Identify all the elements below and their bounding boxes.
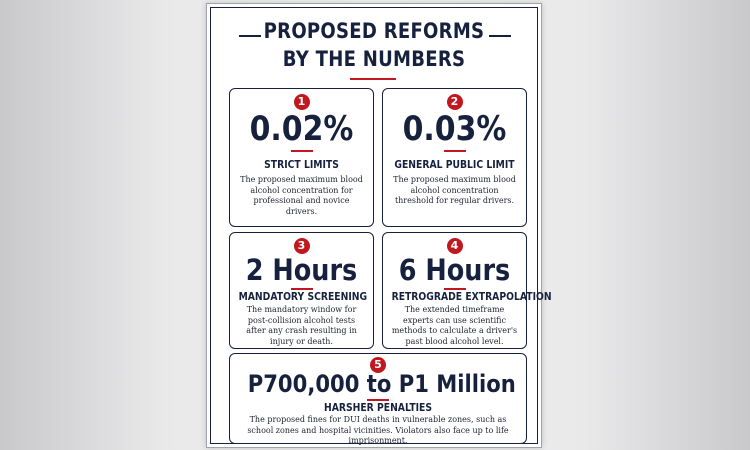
stat-underline	[291, 150, 313, 152]
stat-description: The proposed maximum blood alcohol concentration for professional and novice drivers.	[240, 175, 363, 216]
stat-card-mandatory-screening	[229, 232, 374, 349]
stat-underline	[291, 288, 313, 290]
stat-description: The extended timeframe experts can use scientific methods to calculate a driver's past blood alcohol level.	[391, 305, 518, 346]
card-number-badge: 2	[447, 94, 463, 110]
infographic-poster	[206, 3, 552, 448]
stat-underline	[367, 399, 389, 401]
card-number-badge: 3	[294, 238, 310, 254]
stat-value: 0.03%	[402, 109, 507, 149]
stat-value: 6 Hours	[398, 253, 511, 287]
stat-value: 0.02%	[249, 109, 354, 149]
stat-label: MANDATORY SCREENING	[238, 291, 368, 303]
stat-label: RETROGRADE EXTRAPOLATION	[391, 291, 552, 303]
stat-value: 2 Hours	[245, 253, 358, 287]
title-line-2: BY THE NUMBERS	[282, 47, 466, 71]
title-line-1: PROPOSED REFORMS	[263, 19, 485, 43]
card-number-badge: 1	[294, 94, 310, 110]
poster-frame	[210, 7, 552, 445]
stat-card-harsher-penalties	[229, 353, 527, 444]
stat-underline	[444, 150, 466, 152]
stat-value: P700,000 to P1 Million	[247, 370, 516, 398]
stat-description: The proposed fines for DUI deaths in vulnerable zones, such as school zones and hospital vicinities. Violators also face up to life imprisonment.	[247, 415, 509, 445]
stat-description: The mandatory window for post-collision alcohol tests after any crash resulting in injury or death.	[246, 305, 357, 346]
card-number-badge: 4	[447, 238, 463, 254]
stat-description: The proposed maximum blood alcohol concentration threshold for regular drivers.	[393, 175, 516, 205]
title-underline	[350, 78, 396, 80]
stat-card-general-public-limit	[382, 88, 527, 227]
stat-underline	[444, 288, 466, 290]
stat-card-strict-limits	[229, 88, 374, 227]
stat-label: HARSHER PENALTIES	[323, 402, 433, 414]
card-number-badge: 5	[370, 357, 386, 373]
stat-card-retrograde-extrapolation	[382, 232, 552, 349]
stat-label: STRICT LIMITS	[264, 159, 339, 171]
stat-label: GENERAL PUBLIC LIMIT	[394, 159, 515, 171]
